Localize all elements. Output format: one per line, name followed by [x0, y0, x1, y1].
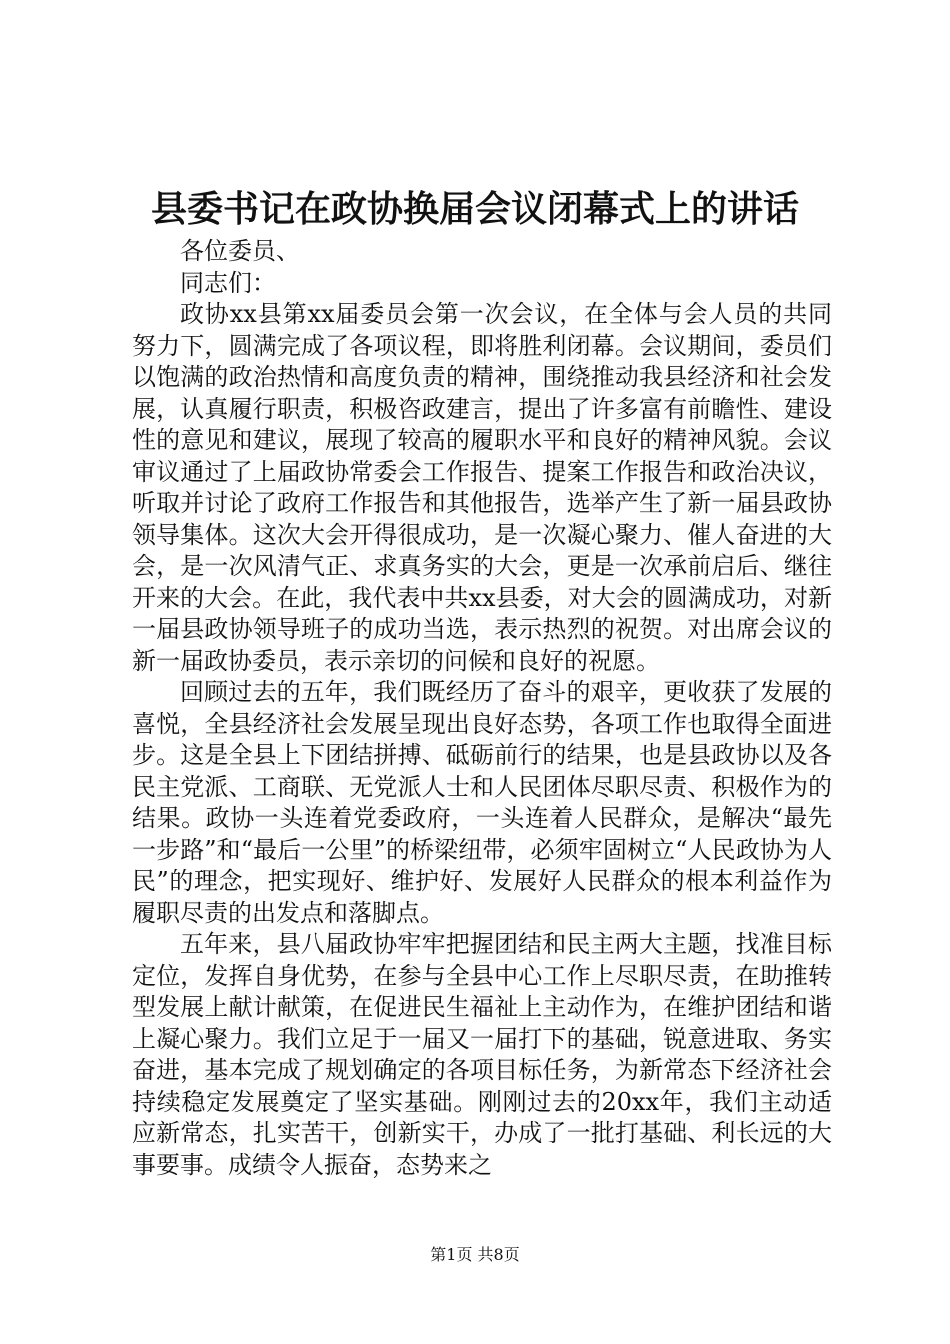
document-title: 县委书记在政协换届会议闭幕式上的讲话: [150, 188, 799, 230]
page-footer: 第1页 共8页: [430, 1245, 520, 1264]
body-paragraph: 五年来，县八届政协牢牢把握团结和民主两大主题，找准目标定位，发挥自身优势，在参与全县中心工作上尽职尽责，在助推转型发展上献计献策，在促进民生福祉上主动作为，在维护团结和谐上凝心聚力。我们立足于一届又一届打下的基础，锐意进取、务实奋进，基本完成了规划确定的各项目标任务，为新常态下经济社会持续稳定发展奠定了坚实基础。刚刚过去的20xx年，我们主动适应新常态，扎实苦干，创新实干，办成了一批打基础、利长远的大事要事。成绩令人振奋，态势来之: [132, 930, 832, 1179]
salutation-line: 各位委员、: [180, 237, 300, 265]
document-body: [132, 236, 832, 1181]
salutation-line: 同志们：: [180, 268, 276, 297]
body-paragraph: 回顾过去的五年，我们既经历了奋斗的艰辛，更收获了发展的喜悦，全县经济社会发展呈现出良好态势，各项工作也取得全面进步。这是全县上下团结拼搏、砥砺前行的结果，也是县政协以及各民主党派、工商联、无党派人士和人民团体尽职尽责、积极作为的结果。政协一头连着党委政府，一头连着人民群众，是解决“最先一步路”和“最后一公里”的桥梁纽带，必须牢固树立“人民政协为人民”的理念，把实现好、维护好、发展好人民群众的根本利益作为履职尽责的出发点和落脚点。: [132, 678, 832, 927]
body-paragraph: 政协xx县第xx届委员会第一次会议，在全体与会人员的共同努力下，圆满完成了各项议程，即将胜利闭幕。会议期间，委员们以饱满的政治热情和高度负责的精神，围绕推动我县经济和社会发展，认真履行职责，积极咨政建言，提出了许多富有前瞻性、建设性的意见和建议，展现了较高的履职水平和良好的精神风貌。会议审议通过了上届政协常委会工作报告、提案工作报告和政治决议，听取并讨论了政府工作报告和其他报告，选举产生了新一届县政协领导集体。这次大会开得很成功，是一次凝心聚力、催人奋进的大会，是一次风清气正、求真务实的大会，更是一次承前启后、继往开来的大会。在此，我代表中共xx县委，对大会的圆满成功，对新一届县政协领导班子的成功当选，表示热烈的祝贺。对出席会议的新一届政协委员，表示亲切的问候和良好的祝愿。: [132, 300, 832, 675]
